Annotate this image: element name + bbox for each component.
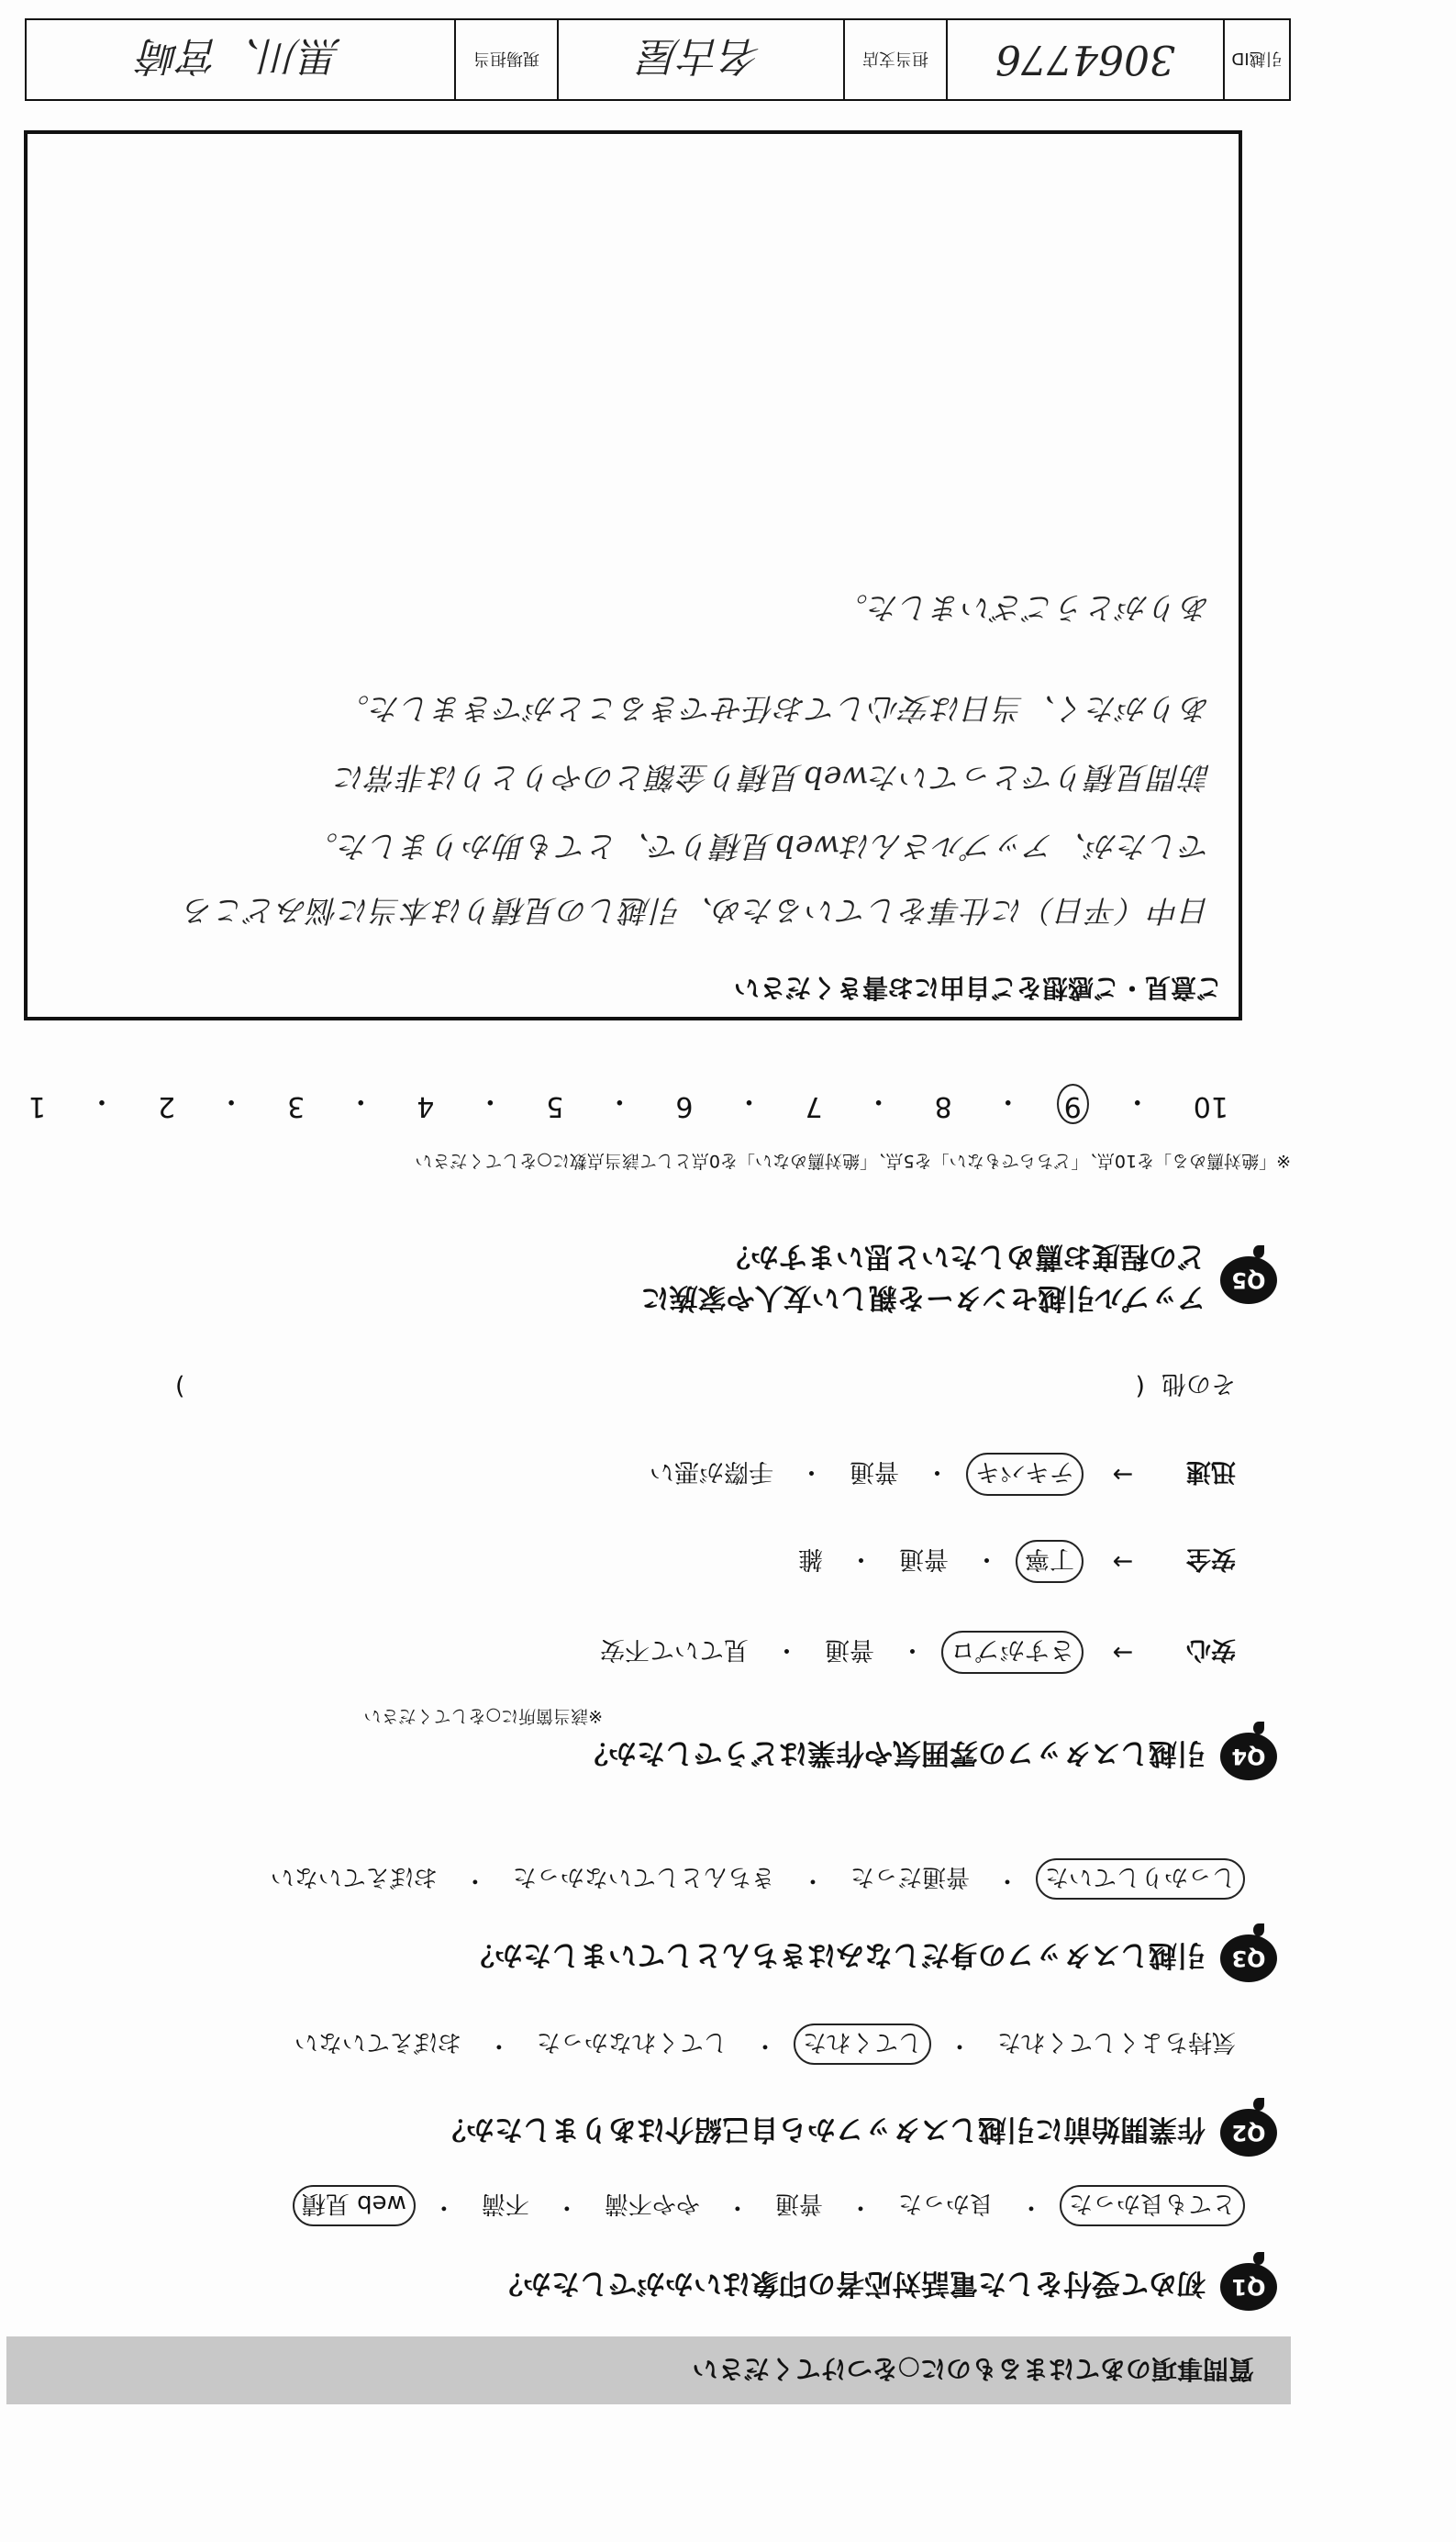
- comment-line: でしたが、アップルさんはweb見積りで、とても助かりました。: [306, 829, 1211, 864]
- question-1: [495, 2263, 1277, 2311]
- q4-other-row: [175, 1368, 1236, 1404]
- id-value: 3064776: [946, 20, 1223, 99]
- q3-options: しっかりしていた ・ 普通だった ・ きちんとしていなかった ・ おぼえていない: [261, 1858, 1245, 1900]
- q2-option-dont-remember[interactable]: おぼえていない: [294, 2028, 461, 2056]
- q4-badge: Q4: [1220, 1733, 1277, 1780]
- q5-score-9[interactable]: 9: [1057, 1084, 1089, 1124]
- q5-text: [641, 1239, 1206, 1321]
- q4-other-close: ): [174, 1372, 185, 1400]
- instruction-banner: 質問事項のあてはまるものに○をつけてください: [6, 2336, 1291, 2404]
- q5-note: ※「絶対薦める」を10点、「どちらでもない」を5点、「絶対薦めない」を0点として該当点数に○をしてください: [415, 1151, 1291, 1171]
- q1-option-dissatisfied[interactable]: 不満: [481, 2190, 529, 2217]
- q3-option-not-neat[interactable]: きちんとしていなかった: [512, 1863, 775, 1890]
- comment-box[interactable]: [24, 130, 1242, 1020]
- q1-option-good[interactable]: 良かった: [897, 2190, 994, 2217]
- q3-option-normal[interactable]: 普通だった: [850, 1863, 970, 1890]
- header-bar: [25, 18, 1291, 101]
- q4-safety-option-normal[interactable]: 普通: [899, 1544, 949, 1573]
- q2-text: 作業開始前に引越しスタッフから自己紹介はありましたか？: [438, 2113, 1206, 2146]
- comment-title: ご意見・ご感想をご自由にお書きください: [733, 973, 1222, 1003]
- q5-score-5[interactable]: 5: [546, 1090, 564, 1122]
- q2-options: 気持ちよくしてくれた ・ してくれた ・ してくれなかった ・ おぼえていない: [285, 2024, 1245, 2065]
- q5-score-2[interactable]: 2: [158, 1090, 176, 1122]
- q4-other-label: その他: [1161, 1369, 1236, 1398]
- q4-speed-option-brisk[interactable]: テキパキ: [966, 1453, 1084, 1496]
- q2-option-pleasant[interactable]: 気持ちよくしてくれた: [996, 2028, 1236, 2056]
- comment-line: ありがたく、当日は安心してお任せできることができました。: [338, 691, 1211, 727]
- q5-scale: 10 ・ 9 ・ 8 ・ 7 ・ 6 ・ 5 ・ 4 ・ 3 ・ 2 ・ 1: [0, 1084, 1236, 1124]
- question-4: [580, 1733, 1277, 1780]
- q3-badge: Q3: [1220, 1934, 1277, 1982]
- q5-badge: Q5: [1220, 1256, 1277, 1304]
- q5-text-line1: アップル引越センターを親しい友人や家族に: [640, 1281, 1206, 1314]
- q4-safety-option-careful[interactable]: 丁寧: [1016, 1540, 1084, 1583]
- q5-score-6[interactable]: 6: [675, 1090, 694, 1122]
- q4-row-speed: 迅速 → テキパキ ・ 普通 ・ 手際が悪い: [640, 1453, 1236, 1496]
- q5-score-10[interactable]: 10: [1193, 1090, 1228, 1122]
- question-3: [466, 1934, 1277, 1982]
- q4-speed-option-clumsy[interactable]: 手際が悪い: [650, 1457, 773, 1486]
- q2-option-did[interactable]: してくれた: [794, 2024, 931, 2065]
- q4-row-reassurance: 安心 → さすがプロ ・ 普通 ・ 見ていて不安: [591, 1631, 1236, 1674]
- question-5: [641, 1239, 1277, 1321]
- q3-option-neat[interactable]: しっかりしていた: [1036, 1858, 1245, 1900]
- arrow-right-icon: →: [1112, 1460, 1134, 1488]
- q5-text-line2: どの程度お薦めしたいと思いますか？: [722, 1240, 1206, 1273]
- q2-option-did-not[interactable]: してくれなかった: [536, 2028, 728, 2056]
- q2-badge: Q2: [1220, 2109, 1277, 2157]
- id-label: 引越ID: [1223, 20, 1289, 99]
- question-2: [438, 2109, 1277, 2157]
- q5-score-1[interactable]: 1: [28, 1090, 47, 1122]
- q4-row-label: 安心: [1186, 1635, 1236, 1664]
- q1-options: とても良かった ・ 良かった ・ 普通 ・ やや不満 ・ 不満 ・ web 見積: [293, 2185, 1245, 2226]
- q4-row-label: 迅速: [1186, 1457, 1236, 1486]
- q4-note: ※該当箇所に○をしてください: [363, 1706, 603, 1726]
- comment-line: ありがとうございました。: [837, 590, 1211, 626]
- arrow-right-icon: →: [1112, 1638, 1134, 1667]
- q5-score-7[interactable]: 7: [805, 1090, 823, 1122]
- q4-reassurance-option-pro[interactable]: さすがプロ: [941, 1631, 1084, 1674]
- branch-label: 担当支店: [843, 20, 946, 99]
- q4-reassurance-option-anxious[interactable]: 見ていて不安: [600, 1635, 749, 1664]
- q4-text: 引越しスタッフの雰囲気や作業はどうでしたか？: [580, 1736, 1206, 1770]
- q1-option-web-estimate[interactable]: web 見積: [293, 2185, 416, 2226]
- q1-option-somewhat-dissatisfied[interactable]: やや不満: [604, 2190, 700, 2217]
- q4-safety-option-rough[interactable]: 雑: [798, 1544, 823, 1573]
- q4-other-open: (: [1135, 1372, 1145, 1400]
- staff-value: 黒川、宮崎: [139, 32, 341, 79]
- q1-badge: Q1: [1220, 2263, 1277, 2311]
- arrow-right-icon: →: [1112, 1547, 1134, 1576]
- staff-label: 現場担当: [454, 20, 557, 99]
- q1-option-very-good[interactable]: とても良かった: [1060, 2185, 1245, 2226]
- branch-value: 名古屋: [557, 20, 843, 99]
- q3-option-dont-remember[interactable]: おぼえていない: [270, 1863, 438, 1890]
- q4-speed-option-normal[interactable]: 普通: [850, 1457, 899, 1486]
- q4-row-label: 安全: [1186, 1544, 1236, 1573]
- q5-score-4[interactable]: 4: [417, 1090, 435, 1122]
- comment-line: 訪問見積りでとっていたweb見積り金額とのやりとりは非常に: [334, 760, 1211, 796]
- q3-text: 引越しスタッフの身だしなみはきちんとしていましたか？: [466, 1938, 1206, 1972]
- comment-line: 日中（平日）に仕事をしているため、引越しの見積りは本当に悩みどころ: [183, 893, 1211, 929]
- q4-row-safety: 安全 → 丁寧 ・ 普通 ・ 雑: [789, 1540, 1236, 1583]
- q4-reassurance-option-normal[interactable]: 普通: [825, 1635, 874, 1664]
- q1-option-normal[interactable]: 普通: [774, 2190, 823, 2217]
- q1-text: 初めて受付をした電話対応者の印象はいかがでしたか？: [495, 2267, 1206, 2301]
- q5-score-3[interactable]: 3: [287, 1090, 306, 1122]
- q5-score-8[interactable]: 8: [934, 1090, 952, 1122]
